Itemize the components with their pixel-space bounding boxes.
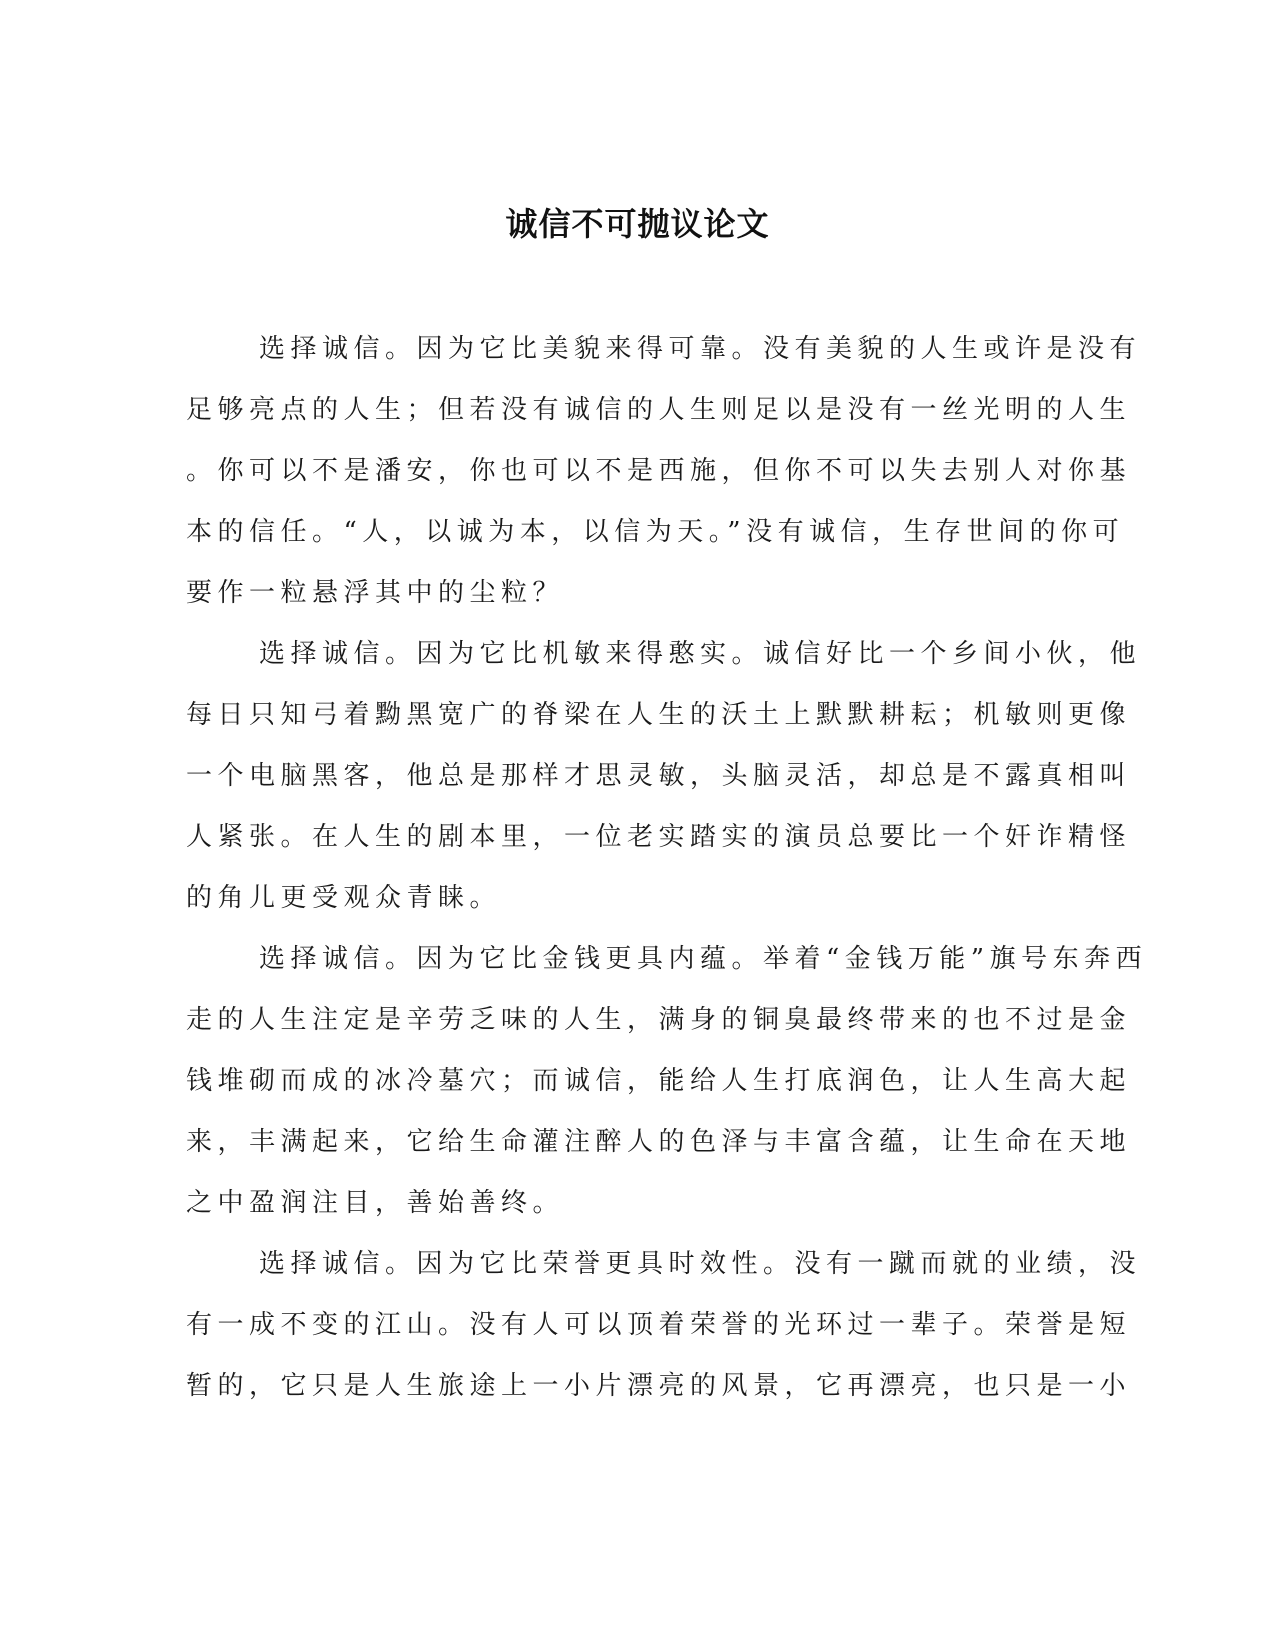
text-line: 来，丰满起来，它给生命灌注醉人的色泽与丰富含蕴，让生命在天地 bbox=[186, 1127, 1132, 1157]
document-title: 诚信不可抛议论文 bbox=[505, 205, 770, 243]
text-line: 走的人生注定是辛劳乏味的人生，满身的铜臭最终带来的也不过是金 bbox=[186, 1005, 1132, 1035]
text-line: 暂的，它只是人生旅途上一小片漂亮的风景，它再漂亮，也只是一小 bbox=[186, 1371, 1132, 1401]
text-line: 足够亮点的人生；但若没有诚信的人生则足以是没有一丝光明的人生 bbox=[186, 395, 1132, 425]
text-line: 有一成不变的江山。没有人可以顶着荣誉的光环过一辈子。荣誉是短 bbox=[186, 1310, 1132, 1340]
text-line: 钱堆砌而成的冰冷墓穴；而诚信，能给人生打底润色，让人生高大起 bbox=[186, 1066, 1132, 1096]
text-line: 一个电脑黑客，他总是那样才思灵敏，头脑灵活，却总是不露真相叫 bbox=[186, 761, 1132, 791]
text-line: 每日只知弓着黝黑宽广的脊梁在人生的沃土上默默耕耘；机敏则更像 bbox=[186, 700, 1132, 730]
text-line: 之中盈润注目，善始善终。 bbox=[186, 1188, 565, 1218]
text-line: 人紧张。在人生的剧本里，一位老实踏实的演员总要比一个奸诈精怪 bbox=[186, 822, 1132, 852]
text-line: 选择诚信。因为它比金钱更具内蕴。举着“金钱万能”旗号东奔西 bbox=[259, 944, 1148, 974]
text-line: 的角儿更受观众青睐。 bbox=[186, 883, 502, 913]
text-line: 要作一粒悬浮其中的尘粒？ bbox=[186, 578, 565, 608]
text-line: 选择诚信。因为它比机敏来得憨实。诚信好比一个乡间小伙，他 bbox=[259, 639, 1142, 669]
text-line: 本的信任。“人，以诚为本，以信为天。”没有诚信，生存世间的你可 bbox=[186, 517, 1125, 547]
text-line: 。你可以不是潘安，你也可以不是西施，但你不可以失去别人对你基 bbox=[186, 456, 1132, 486]
text-line: 选择诚信。因为它比荣誉更具时效性。没有一蹴而就的业绩，没 bbox=[259, 1249, 1142, 1279]
text-line: 选择诚信。因为它比美貌来得可靠。没有美貌的人生或许是没有 bbox=[259, 334, 1142, 364]
document-body bbox=[186, 319, 1148, 1417]
